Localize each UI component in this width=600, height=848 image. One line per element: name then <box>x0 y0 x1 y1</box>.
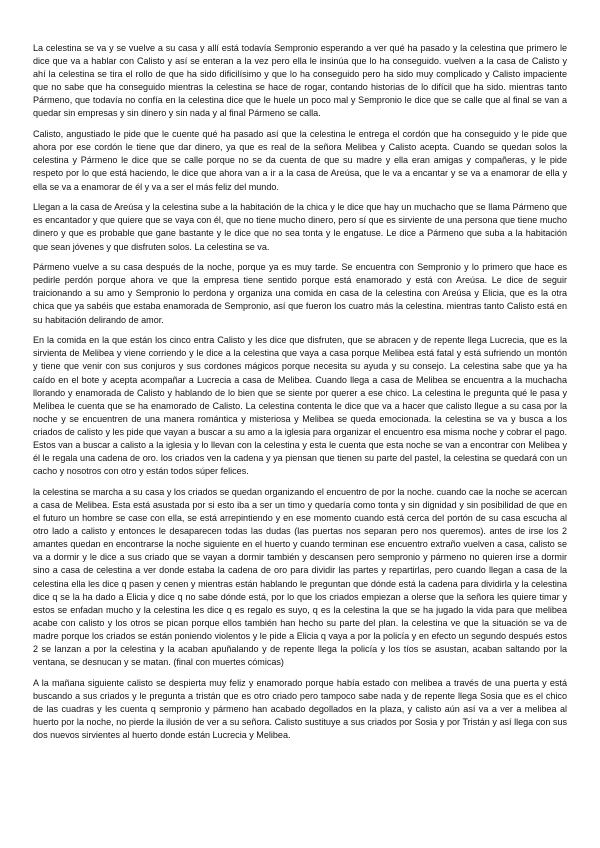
paragraph: La celestina se va y se vuelve a su casa y allí está todavía Sempronio esperando a ver qué ha pasado y la celestina que primero le dice que va a hablar con Calisto y así se enteran a la vez pero ella le insinúa que lo ha conseguido. vuelven a la casa de Calisto y ahí la celestina se tira el rollo de que ha sido dificilísimo y que lo ha conseguido pero ha sido muy complicado y Calisto impaciente que no sabe que ha conseguido mientras la celestina se hace de rogar, contando historias de lo difícil que ha sido. mientras tanto Pármeno, que todavía no confía en la celestina dice que le huele un poco mal y Sempronio le dice que se calle que al final se van a quedar sin empresas y sin dinero y sin nada y al final Pármeno se calla. <box>33 43 567 119</box>
document-page <box>33 42 567 750</box>
paragraph: Llegan a la casa de Areúsa y la celestina sube a la habitación de la chica y le dice que hay un muchacho que se llama Pármeno que es encantador y que quiere que se vaya con él, que no tiene mucho dinero, pero sí que es sirviente de una persona que tiene mucho dinero y que es probable que gane bastante y le dice que no sea tonta y le engatuse. Le dice a Pármeno que suba a la habitación que sean jóvenes y que disfruten solos. La celestina se va. <box>33 202 567 252</box>
paragraph: A la mañana siguiente calisto se despierta muy feliz y enamorado porque había estado con melibea a través de una puerta y está buscando a sus criados y le pregunta a tristán que es otro criado pero tampoco sabe nada y de repente llega Sosia que es el chico de las cuadras y les cuenta q sempronio y pármeno han acabado degollados en la plaza, y calisto aún así va a ver a melibea al huerto por la noche, no pierde la ilusión de ver a su señora. Calisto sustituye a sus criados por Sosia y por Tristán y así llega con sus dos nuevos sirvientes al huerto donde están Lucrecia y Melibea. <box>33 677 567 741</box>
paragraph: Calisto, angustiado le pide que le cuente qué ha pasado así que la celestina le entrega el cordón que ha conseguido y le pide que ahora por ese cordón le tiene que dar dinero, ya que es real de la señora Melibea y Calisto acepta. Cuando se quedan solos la celestina y Pármeno le dice que se calle porque no se da cuenta de que su madre y ella eran amigas y compañeras, y le pide respeto por lo que está haciendo, le dice que ahora van a ir a la casa de Areúsa, que le va a encantar y se va a enamorar de ella y ella se va a enamorar de él y va a ser el más feliz del mundo. <box>33 129 567 192</box>
paragraph: En la comida en la que están los cinco entra Calisto y les dice que disfruten, que se abracen y de repente llega Lucrecia, que es la sirvienta de Melibea y viene corriendo y le dice a la celestina que vaya a casa porque Melibea está fatal y está sufriendo un montón y tiene que venir con sus conjuros y sus cordones mágicos porque necesita su ayuda y su consejo. La celestina sabe que ya ha caído en el bote y acepta acompañar a Lucrecia a casa de Melibea. Cuando llega a casa de Melibea se encuentra a la muchacha llorando y enamorada de Calisto y hablando de lo bien que se siente por querer a ese chico. La celestina le pregunta qué le pasa y Melibea le cuenta que se ha enamorado de Calisto. La celestina contenta le dice que va a hacer que calisto llegue a su casa por la noche y se encuentren de una manera romántica y misteriosa y Melibea se queda emocionada. la celestina se va y busca a los criados de calisto y les pide que vayan a buscar a su amo a la iglesia para organizar el encuentro esa misma noche y cobrar el pago. Estos van a buscar a calisto a la iglesia y lo llevan con la celestina y esta le cuenta que esta noche se van a encontrar con Melibea y él le regala una cadena de oro. los criados ven la cadena y ya piensan que tienen su parte del pastel, la celestina se quedará con un cacho y nosotros con otro y están todos súper felices. <box>33 335 567 477</box>
paragraph: la celestina se marcha a su casa y los criados se quedan organizando el encuentro de por la noche. cuando cae la noche se acercan a casa de Melibea. Esta está asustada por si esto iba a ser un timo y quedaría como tonta y sin dignidad y sin posibilidad de que en el futuro un hombre se case con ella, se está arrepintiendo y en ese momento cuando está cerca del portón de su casa escucha al otro lado a calisto y entonces le desaparecen todas las dudas (las puertas nos separan pero nos queremos). antes de irse los 2 amantes quedan en encontrarse la noche siguiente en el huerto y cuando terminan ese encuentro extraño vuelven a casa, calisto se va a dormir y le dice a sus criado que se vayan a dormir también y descansen pero sempronio y pármeno no quieren irse a dormir sino a casa de celestina a ver donde estaba la cadena de oro para dividir las partes y repartirlas, pero cuando llegan a casa de la celestina ella les dice q pasen y cenen y mientras están hablando le preguntan que dónde está la cadena para dividirla y la celestina dice q se la ha dado a Elicia y dice q no sabe dónde está, por lo que los criados empiezan a olerse que la señora les quiere timar y estos se enfadan mucho y la celestina les dice q es regalo es suyo, q es la celestina la que se ha jugado la vida para que melibea acabe con calisto y los otros se pican porque ellos también han hecho su parte del plan. la celestina ve que la situación se va de madre porque los criados se están poniendo violentos y le pide a Elicia q vaya a por la policía y en efecto un segundo después estos 2 se lanzan a por la celestina y la acaban apuñalando y de repente llega la policía y los tíos se asustan, acaban saltando por la ventana, se desnucan y se matan. (final con muertes cómicas) <box>33 486 567 668</box>
paragraph: Pármeno vuelve a su casa después de la noche, porque ya es muy tarde. Se encuentra con Sempronio y lo primero que hace es pedirle perdón porque ahora ve que la empresa tiene sentido porque está enamorado y está con Areúsa. Le dice de seguir traicionando a su amo y Sempronio lo perdona y organiza una comida en casa de la celestina con Areúsa y Elicia, que es la otra chica que ya sabéis que estaba enamorada de Sempronio, así que fueron los cuatro más la celestina. mientras tanto Calisto está en su habitación delirando de amor. <box>33 262 567 325</box>
